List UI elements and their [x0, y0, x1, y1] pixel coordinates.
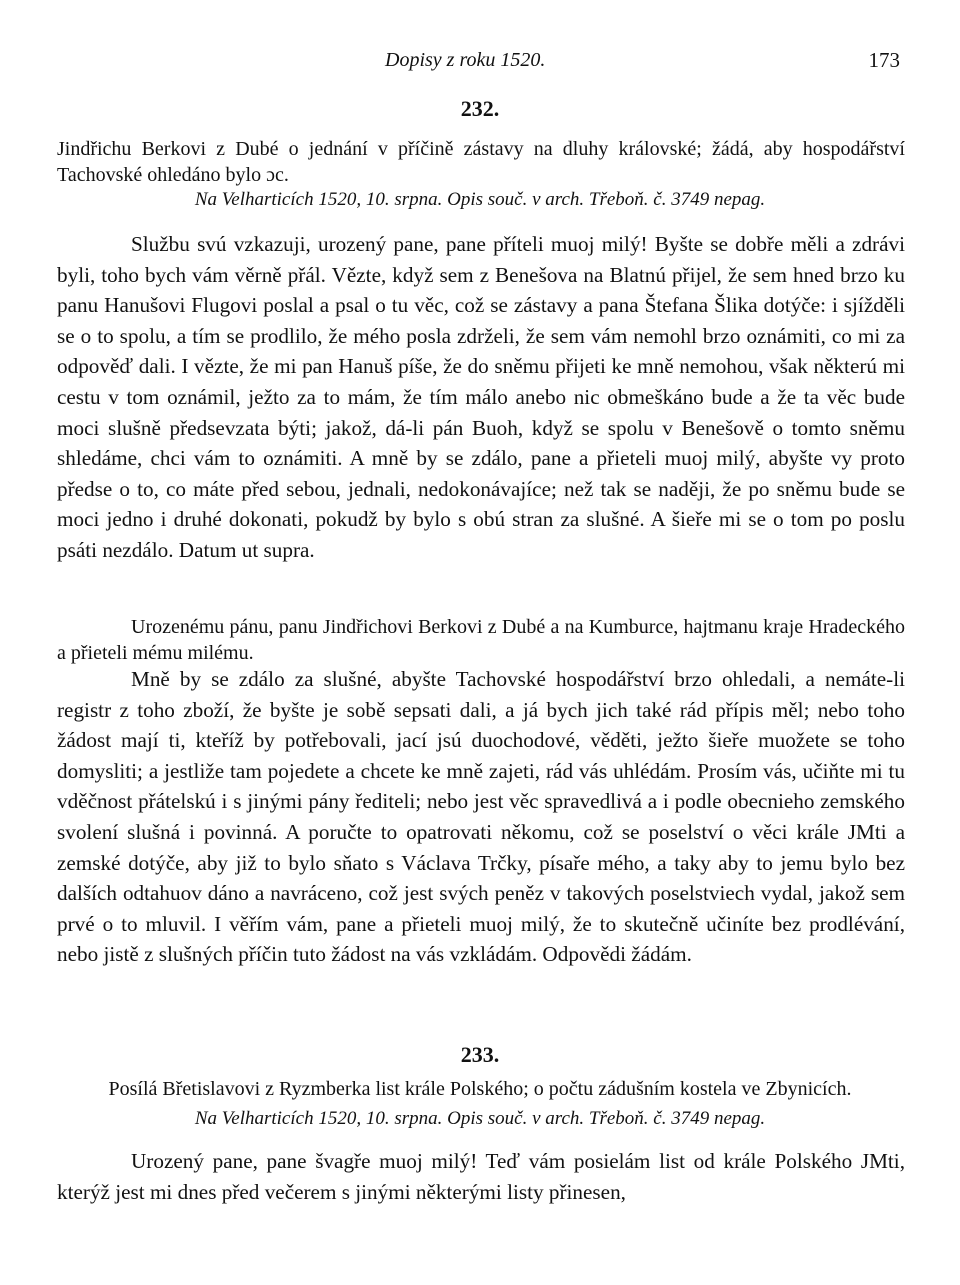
- running-header: [0, 44, 960, 76]
- letter-number: 232.: [460, 96, 500, 121]
- letter-paragraph: Urozený pane, pane švagře muoj milý! Teď vám posielám list od krále Polského JMti, kterýž jest mi dnes před večerem s jinými některými listy přinesen,: [57, 1149, 905, 1204]
- postscript-paragraph: Mně by se zdálo za slušné, abyšte Tachovské hospodářství brzo ohledali, a nemáte-li registr z toho zboží, že byšte je sobě sepsati dali, a já bych jich také rád přípis měl; nebo toho žádost mají ti, kteříž by potřebovali, jací jsú duochodové, věděti, ježto šieře muožete se toho domysliti; a jestliže tam pojedete a chcete ke mně zajeti, rád vás uhlédám. Prosím vás, učiňte mi tu vděčnost přátelskú i s jinými pány řediteli; nebo jest věc spravedlivá a i podle obecnieho zemského svolení slušná i povinná. A poručte to opatrovati někomu, což se poselství o věci krále JMti a zemské dotýče, aby již to bylo sňato s Václava Trčky, písaře mého, a taky aby to jemu bylo bez dalších odtahuov dáno a navráceno, což jest svých peněz v takových poselstviech vydal, jakož sem prvé o to mluvil. I věřím vám, pane a přieteli muoj milý, že to skutečně učiníte bez prodlévání, nebo jistě z slušných příčin tuto žádost na vás vzkládám. Odpovědi žádám.: [57, 667, 905, 967]
- letter-address: Urozenému pánu, panu Jindřichovi Berkovi z Dubé a na Kumburce, hajtmanu kraje Hradeckého a přieteli mému milému.: [57, 616, 905, 664]
- running-title: Dopisy z roku 1520.: [385, 49, 546, 71]
- source-line: Na Velharticích 1520, 10. srpna. Opis souč. v arch. Třeboň. č. 3749 nepag.: [194, 1108, 766, 1129]
- letter-summary: Jindřichu Berkovi z Dubé o jednání v příčině zástavy na dluhy královské; žádá, aby hospodářství Tachovské ohledáno bylo ɔc.: [57, 138, 905, 186]
- page-number: 173: [868, 48, 900, 72]
- letter-paragraph: Službu svú vzkazuji, urozený pane, pane příteli muoj milý! Byšte se dobře měli a zdrávi byli, toho bych vám věrně přál. Vězte, když sem z Benešova na Blatnú přijel, že sem hned brzo ku panu Hanušovi Flugovi poslal a psal o tu věc, což se zástavy a pana Štefana Šlika dotýče: i sjížděli se o to spolu, a tím se prodlilo, že mého posla zdrželi, že sem vám nemohl brzo oznámiti, co mi za odpověď dali. I vězte, že mi pan Hanuš píše, že do sněmu přijeti ke mně nemohou, však některú mi cestu v tom oznámil, ježto za to mám, že tím málo anebo nic obmeškáno bude a že ta věc bude moci slušně předsevzata býti; jakož, dá-li pán Buoh, když se spolu v Benešově o tomto sněmu shledáme, chci vám to oznámiti. A mně by se zdálo, pane a přieteli muoj milý, abyšte vy proto předse o to, co máte před sebou, jednali, nedokonávajíce; než tak se naději, že po sněmu bude se moci jedno i druhé dokonati, pokudž by bylo s obú stran za slušné. A šieře mi se o tom po poslu psáti nezdálo. Datum ut supra.: [57, 232, 905, 562]
- letter-summary: Posílá Břetislavovi z Ryzmberka list krále Polského; o počtu zádušním kostela ve Zbynicích.: [108, 1078, 852, 1100]
- letter-number: 233.: [460, 1042, 500, 1067]
- source-line: Na Velharticích 1520, 10. srpna. Opis souč. v arch. Třeboň. č. 3749 nepag.: [194, 189, 766, 210]
